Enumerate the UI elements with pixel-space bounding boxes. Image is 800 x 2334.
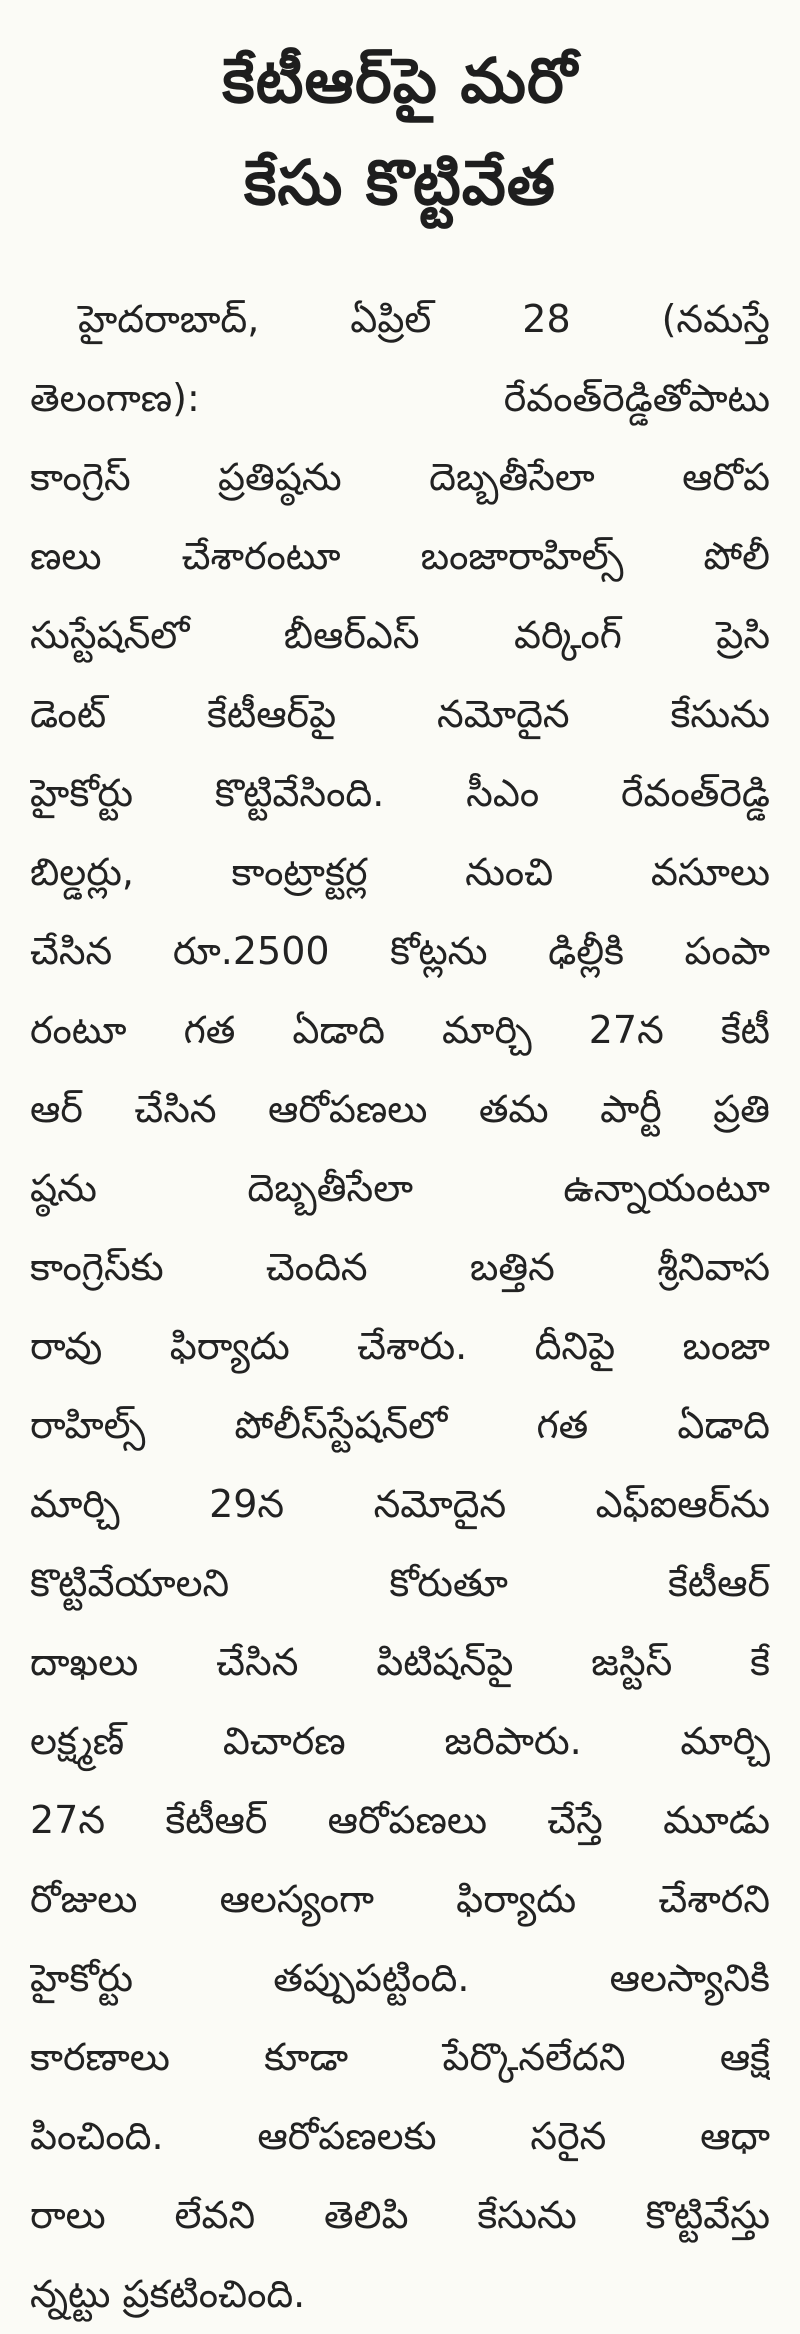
article-line: కాంగ్రెస్‌కు చెందిన బత్తిన శ్రీనివాస: [30, 1245, 770, 1289]
article-line: లక్ష్మణ్‌ విచారణ జరిపారు. మార్చి: [30, 1719, 770, 1763]
article-line: ఆర్‌ చేసిన ఆరోపణలు తమ పార్టీ ప్రతి: [30, 1087, 770, 1131]
article-line: బిల్డర్లు, కాంట్రాక్టర్ల నుంచి వసూలు: [30, 850, 770, 894]
article-body: [30, 280, 770, 2334]
article-line: మార్చి 29న నమోదైన ఎఫ్‌ఐఆర్‌ను: [30, 1482, 770, 1526]
article-line: రాహిల్స్‌ పోలీస్‌స్టేషన్‌లో గత ఏడాది: [30, 1403, 770, 1447]
article-line: హైదరాబాద్‌, ఏప్రిల్‌ 28 (నమస్తే: [78, 297, 770, 341]
article-line: పించింది. ఆరోపణలకు సరైన ఆధా: [30, 2114, 770, 2158]
article-line: రోజులు ఆలస్యంగా ఫిర్యాదు చేశారని: [30, 1877, 770, 1921]
headline-line-1: కేటీఆర్‌పై మరో: [222, 44, 578, 117]
article-line: దాఖలు చేసిన పిటిషన్‌పై జస్టిస్‌ కే: [30, 1640, 770, 1684]
article-line: తెలంగాణ): రేవంత్‌రెడ్డితోపాటు: [30, 376, 770, 420]
article-line: హైకోర్టు తప్పుపట్టింది. ఆలస్యానికి: [30, 1956, 770, 2000]
headline: [30, 30, 770, 234]
article-line: 27న కేటీఆర్‌ ఆరోపణలు చేస్తే మూడు: [30, 1798, 770, 1842]
article-line: కొట్టివేయాలని కోరుతూ కేటీఆర్‌: [30, 1561, 770, 1605]
article-line: హైకోర్టు కొట్టివేసింది. సీఎం రేవంత్‌రెడ్డి: [30, 771, 770, 815]
article-line: రావు ఫిర్యాదు చేశారు. దీనిపై బంజా: [30, 1324, 770, 1368]
article-line: చేసిన రూ.2500 కోట్లను ఢిల్లీకి పంపా: [30, 929, 770, 973]
article-line: సుస్టేషన్‌లో బీఆర్‌ఎస్‌ వర్కింగ్‌ ప్రెసి: [30, 613, 770, 657]
article-line: రాలు లేవని తెలిపి కేసును కొట్టివేస్తు: [30, 2193, 770, 2237]
headline-line-2: కేసు కొట్టివేత: [243, 146, 557, 219]
article-line: రంటూ గత ఏడాది మార్చి 27న కేటీ: [30, 1008, 770, 1052]
article-line: ష్ఠను దెబ్బతీసేలా ఉన్నాయంటూ: [30, 1166, 770, 1210]
article-line: కాంగ్రెస్‌ ప్రతిష్ఠను దెబ్బతీసేలా ఆరోప: [30, 455, 770, 499]
article-line: న్నట్టు ప్రకటించింది.: [30, 2272, 306, 2316]
article-line: డెంట్‌ కేటీఆర్‌పై నమోదైన కేసును: [30, 692, 770, 736]
article-line: ణలు చేశారంటూ బంజారాహిల్స్‌ పోలీ: [30, 534, 770, 578]
article-line: కారణాలు కూడా పేర్కొనలేదని ఆక్షే: [30, 2035, 770, 2079]
